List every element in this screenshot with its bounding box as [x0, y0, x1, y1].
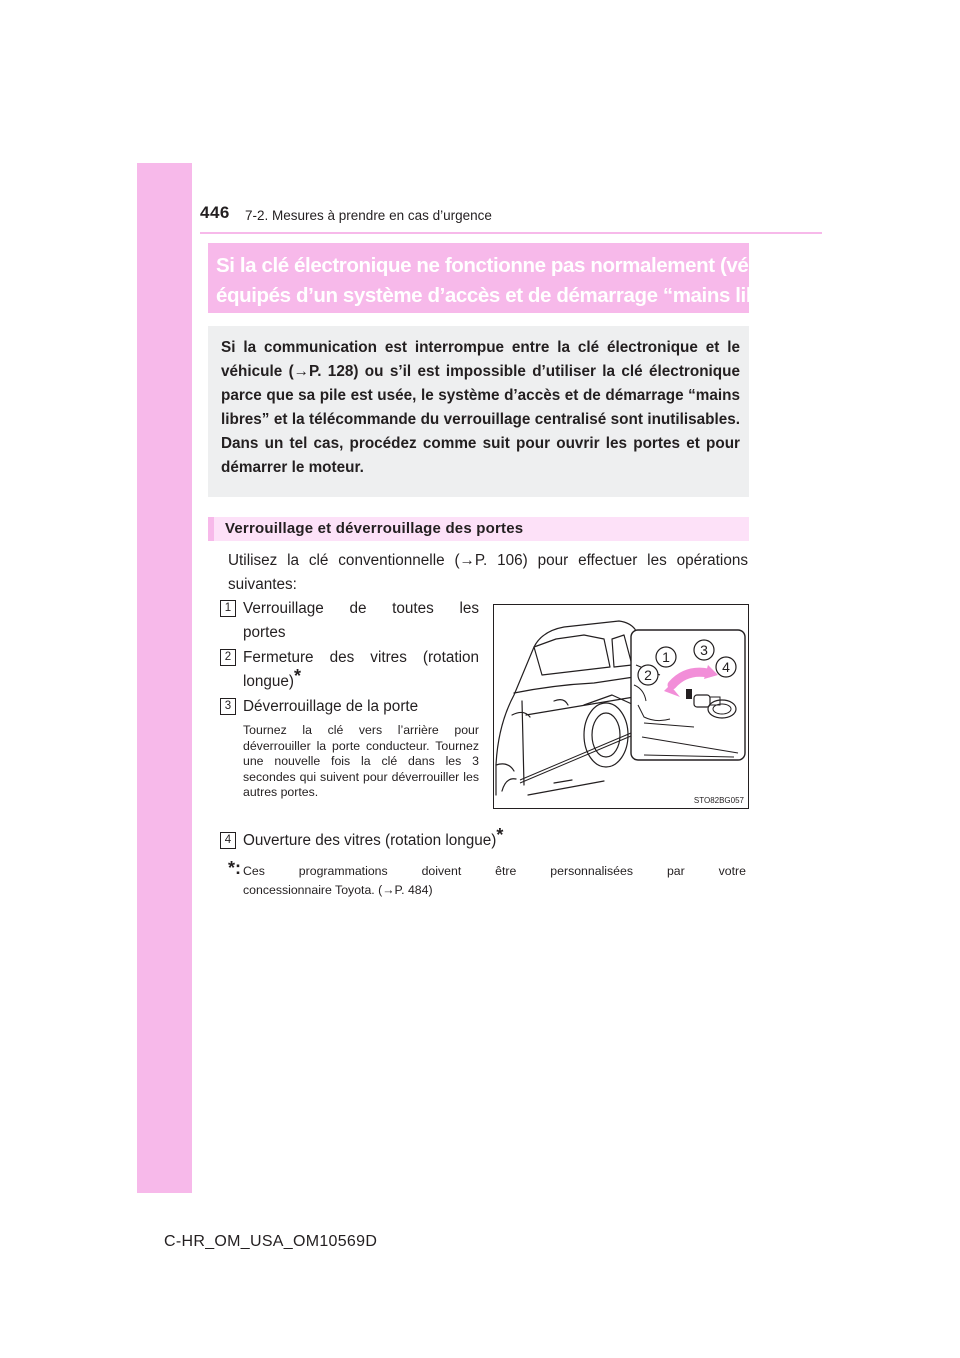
step-2-line-2	[243, 666, 479, 694]
step-3-label: Déverrouillage de la porte	[243, 698, 419, 715]
footnote	[228, 858, 746, 900]
step-2-line-2-text: longue)	[243, 673, 295, 690]
step-1-line-1: Verrouillage de toutes les	[243, 600, 479, 617]
footnote-line-2: concessionnaire Toyota. (→P. 484)	[243, 883, 433, 897]
body-paragraph: Utilisez la clé conventionnelle (→P. 106) pour effectuer les opérations suivantes:	[228, 552, 748, 593]
step-3-number-icon: 3	[220, 698, 236, 715]
header-rule	[200, 232, 822, 234]
callout-1: 1	[662, 649, 670, 665]
section-title-line-2: équipés d’un système d’accès et de démarrage “mains libres”)	[216, 284, 804, 307]
callout-4: 4	[722, 659, 730, 675]
step-1-number-icon: 1	[220, 600, 236, 617]
subheading: Verrouillage et déverrouillage des portes	[208, 517, 749, 541]
car-door-key-illustration	[493, 604, 749, 809]
step-2-asterisk: *	[294, 666, 302, 686]
footnote-text	[243, 862, 746, 900]
callout-2: 2	[644, 667, 652, 683]
footnote-marker: *:	[228, 858, 241, 878]
callout-3: 3	[700, 642, 708, 658]
step-3-detail: Tournez la clé vers l’arrière pour déverrouiller la porte conducteur. Tournez une nouvelle fois la clé dans les 3 secondes qui suivent pour déverrouiller les autres portes.	[243, 723, 479, 799]
step-4-asterisk: *	[496, 825, 504, 845]
chapter-side-tab	[137, 163, 192, 1193]
step-1-text	[243, 597, 479, 645]
illustration-drawing	[494, 605, 748, 808]
page-number: 446	[200, 203, 230, 222]
step-4-text	[243, 825, 563, 853]
figure-code: STO82BG057	[693, 796, 744, 805]
section-title-line-1: Si la clé électronique ne fonctionne pas normalement (véhicules	[216, 254, 817, 277]
step-2-number-icon: 2	[220, 649, 236, 666]
step-2-text	[243, 646, 479, 694]
step-4-label: Ouverture des vitres (rotation longue)	[243, 832, 497, 849]
intro-paragraph: Si la communication est interrompue entre la clé électronique et le véhicule (→P. 128) ou s’il est impossible d’utiliser la clé électronique parce que sa pile est usée, le système d’accès et de démarrage “mains libres” et la télécommande du verrouillage centralisé sont inutilisables. Dans un tel cas, procédez comme suit pour ouvrir les portes et pour démarrer le moteur.	[208, 326, 749, 497]
chapter-heading: 7-2. Mesures à prendre en cas d’urgence	[245, 208, 492, 223]
footnote-line-1: Ces programmations doivent être personnalisées par votre	[243, 864, 746, 878]
step-2-line-1: Fermeture des vitres (rotation	[243, 649, 479, 666]
callout-pointer	[520, 733, 631, 783]
footer-document-code: C-HR_OM_USA_OM10569D	[164, 1233, 378, 1250]
step-1-line-2: portes	[243, 624, 286, 641]
step-4-number-icon: 4	[220, 832, 236, 849]
section-title-box	[208, 243, 817, 313]
car-outline	[496, 621, 644, 795]
